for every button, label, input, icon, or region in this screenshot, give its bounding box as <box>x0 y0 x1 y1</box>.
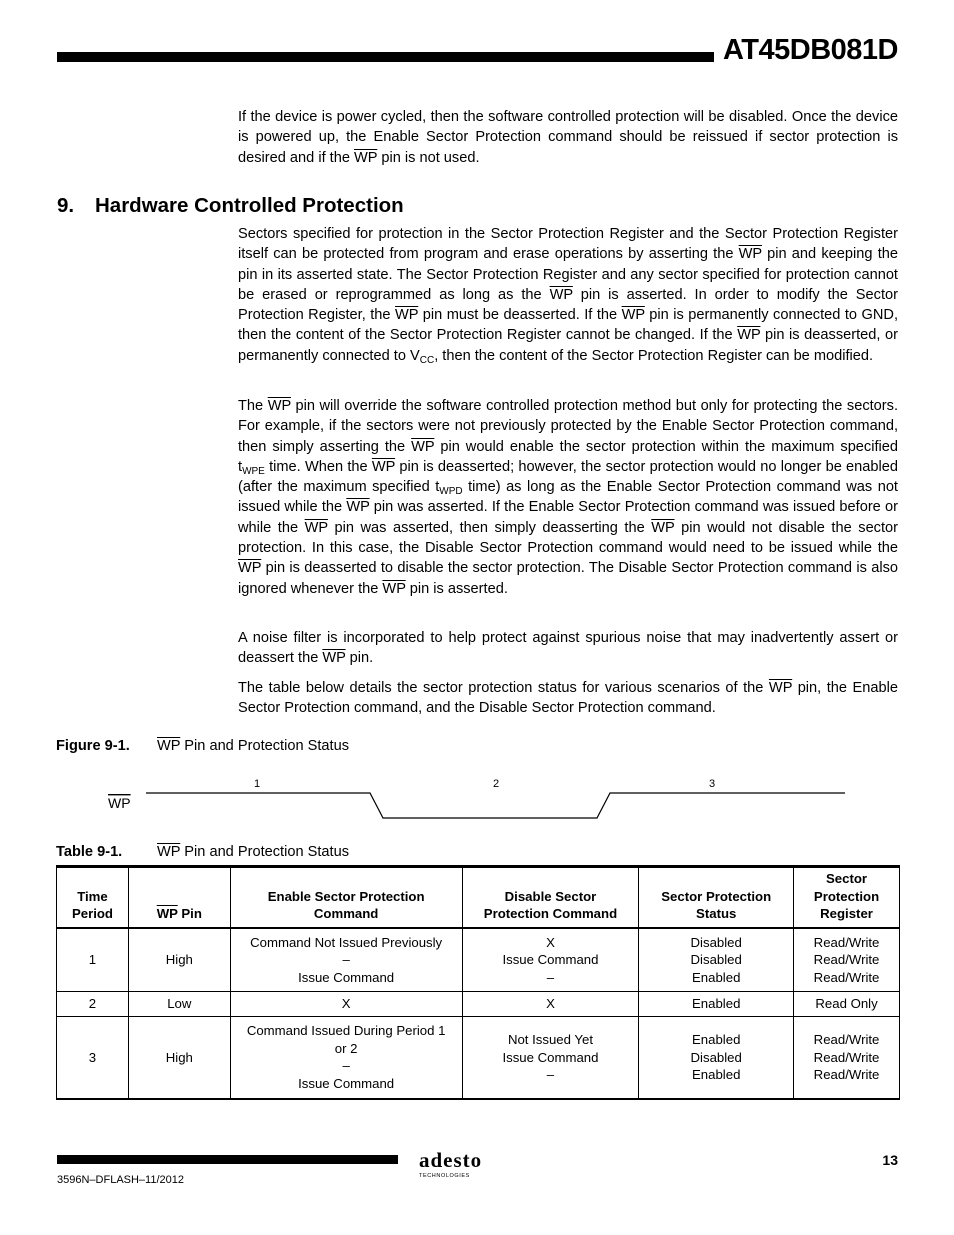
cell-wp: Low <box>128 992 230 1017</box>
cell-period: 3 <box>57 1017 129 1099</box>
table-caption: Table 9-1. $\overline{WP}$ Pin and Protection Status <box>56 844 349 860</box>
document-title: AT45DB081D <box>723 34 898 66</box>
wp-signal-trace <box>146 793 845 818</box>
cell-register: Read Only <box>794 992 900 1017</box>
paragraph-1: Sectors specified for protection in the Sector Protection Register and the Sector Protection Register itself can be protected from program and erase operations by asserting the $\overline{WP}$ pin and keeping the pin in its asserted state. The Sector Protection Register and any sector specified for protection cannot be erased or reprogrammed as long as the $\overline{WP}$ pin is asserted. In order to modify the Sector Protection Register, the $\overline{WP}$ pin must be deasserted. If the $\overline{WP}$ pin is permanently connected to GND, then the content of the Sector Protection Register cannot be changed. If the $\overline{WP}$ pin is deasserted, or permanently connected to $V_{CC}$, then the content of the Sector Protection Register can be modified. <box>238 226 898 366</box>
footer-rule <box>57 1155 398 1164</box>
header-enable-command: Enable Sector Protection Command <box>230 867 462 928</box>
logo-wordmark: adesto <box>419 1148 483 1172</box>
paragraph-2: The $\overline{WP}$ pin will override the software controlled protection method but only for protecting the sectors. For example, if the sectors were not previously protected by the Enable Sector Protection command, then simply asserting the $\overline{WP}$ pin would enable the sector protection within the maximum specified $t_{WPE}$ time. When the $\overline{WP}$ pin is deasserted; however, the sector protection would no longer be enabled (after the maximum specified $t_{WPD}$ time) as long as the Enable Sector Protection command was not issued while the $\overline{WP}$ pin was asserted. If the Enable Sector Protection command was issued before or while the $\overline{WP}$ pin was asserted, then simply deasserting the $\overline{WP}$ pin would not disable the sector protection. In this case, the Disable Sector Protection command would need to be issued while the $\overline{WP}$ pin is deasserted to disable the sector protection. The Disable Sector Protection command is also ignored whenever the $\overline{WP}$ pin is asserted. <box>238 398 899 597</box>
header-time-period: Time Period <box>57 867 129 928</box>
page-number: 13 <box>882 1152 898 1168</box>
wp-waveform-diagram <box>100 770 860 830</box>
period-label-1: 1 <box>253 778 261 790</box>
paragraph-4: The table below details the sector protection status for various scenarios of the $\overline{WP}$ pin, the Enable Sector Protection command, and the Disable Sector Protection command. <box>238 680 898 717</box>
table-row <box>57 992 900 1017</box>
cell-disable: Not Issued Yet Issue Command – <box>462 1017 639 1099</box>
period-label-3: 3 <box>708 778 716 790</box>
header-wp-pin: $\overline{WP}$ Pin <box>128 867 230 928</box>
header-protection-status: Sector Protection Status <box>639 867 794 928</box>
cell-enable: Command Issued During Period 1 or 2 – Issue Command <box>230 1017 462 1099</box>
cell-status: Enabled <box>639 992 794 1017</box>
cell-disable: X Issue Command – <box>462 928 639 992</box>
cell-disable: X <box>462 992 639 1017</box>
header-protection-register: Sector Protection Register <box>794 867 900 928</box>
cell-enable: Command Not Issued Previously – Issue Command <box>230 928 462 992</box>
table-row <box>57 1017 900 1099</box>
header-rule <box>57 52 714 62</box>
logo-subtitle: TECHNOLOGIES <box>419 1173 470 1179</box>
cell-wp: High <box>128 928 230 992</box>
section-heading <box>57 194 404 218</box>
figure-label: Figure 9-1. <box>56 738 130 754</box>
cell-register: Read/Write Read/Write Read/Write <box>794 928 900 992</box>
cell-period: 1 <box>57 928 129 992</box>
table-row <box>57 928 900 992</box>
table-header-row <box>57 867 900 928</box>
period-label-2: 2 <box>492 778 500 790</box>
paragraph-3: A noise filter is incorporated to help protect against spurious noise that may inadvertently assert or deassert the $\overline{WP}$ pin. <box>238 630 898 667</box>
cell-period: 2 <box>57 992 129 1017</box>
cell-status: Enabled Disabled Enabled <box>639 1017 794 1099</box>
section-number: 9. <box>57 194 75 217</box>
table-label: Table 9-1. <box>56 844 123 860</box>
wp-protection-status-table <box>56 865 900 1100</box>
figure-caption: Figure 9-1. $\overline{WP}$ Pin and Protection Status <box>56 738 349 754</box>
cell-register: Read/Write Read/Write Read/Write <box>794 1017 900 1099</box>
section-title: Hardware Controlled Protection <box>95 194 404 217</box>
cell-status: Disabled Disabled Enabled <box>639 928 794 992</box>
cell-enable: X <box>230 992 462 1017</box>
document-code: 3596N–DFLASH–11/2012 <box>57 1174 184 1186</box>
header-disable-command: Disable Sector Protection Command <box>462 867 639 928</box>
adesto-logo <box>419 1148 501 1178</box>
signal-label-wp: WP <box>108 795 131 811</box>
cell-wp: High <box>128 1017 230 1099</box>
intro-paragraph: If the device is power cycled, then the software controlled protection will be disabled. Once the device is powered up, the Enable Sector Protection command should be reissued if sector protection is desired and if the $\overline{WP}$ pin is not used. <box>238 109 898 166</box>
